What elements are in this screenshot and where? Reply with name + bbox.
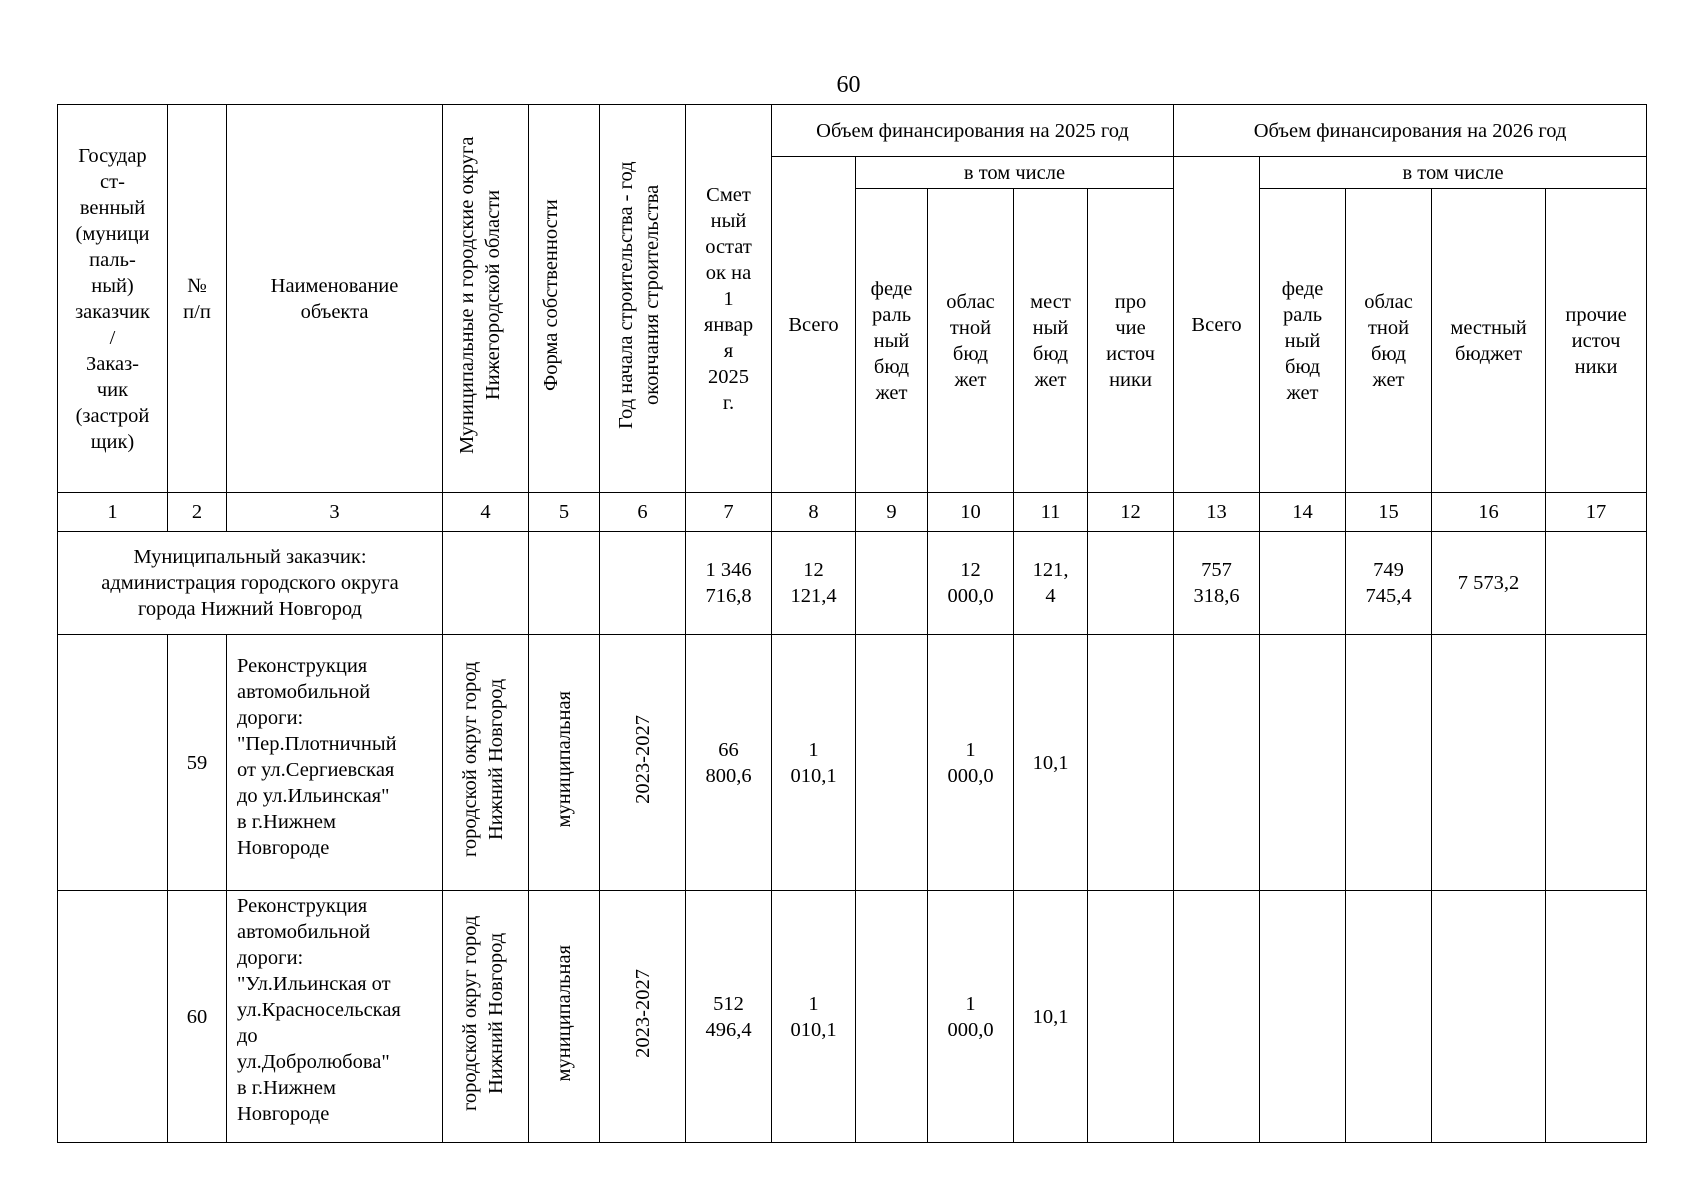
- row-local-2025: 10,1: [1014, 891, 1088, 1143]
- summary-total-2026: 757 318,6: [1174, 532, 1260, 635]
- header-total-2025: Всего: [772, 157, 856, 493]
- header-financing-2025: Объем финансирования на 2025 год: [772, 105, 1174, 157]
- column-number: 3: [227, 493, 443, 532]
- header-estimated-balance: Смет ный остат ок на 1 январ я 2025 г.: [686, 105, 772, 493]
- header-federal-2025: феде раль ный бюд жет: [856, 189, 928, 493]
- row-customer-empty: [58, 635, 168, 891]
- row-estimated-balance: 512 496,4: [686, 891, 772, 1143]
- row-regional-2026: [1346, 635, 1432, 891]
- summary-cell-empty: [1088, 532, 1174, 635]
- row-ownership: [529, 891, 600, 1143]
- header-including-2025: в том числе: [856, 157, 1174, 189]
- column-number: 6: [600, 493, 686, 532]
- header-number: № п/п: [168, 105, 227, 493]
- row-other-2026: [1546, 635, 1647, 891]
- header-regional-2026: облас тной бюд жет: [1346, 189, 1432, 493]
- column-number: 14: [1260, 493, 1346, 532]
- column-number-row: [58, 493, 1647, 532]
- header-local-2026: местный бюджет: [1432, 189, 1546, 493]
- row-object-name: Реконструкция автомобильной дороги: "Ул.Ильинская от ул.Красносельская до ул.Добролюбова" в г.Нижнем Новгороде: [227, 891, 443, 1143]
- summary-total-2025: 12 121,4: [772, 532, 856, 635]
- row-regional-2025: 1 000,0: [928, 891, 1014, 1143]
- row-years-text: 2023-2027: [631, 714, 654, 804]
- row-years-text: 2023-2027: [631, 968, 654, 1058]
- column-number: 12: [1088, 493, 1174, 532]
- header-years-text: Год начала строительства - год окончания строительства: [614, 161, 663, 429]
- row-total-2025: 1 010,1: [772, 635, 856, 891]
- row-estimated-balance: 66 800,6: [686, 635, 772, 891]
- row-federal-2025: [856, 635, 928, 891]
- summary-cell-empty: [529, 532, 600, 635]
- column-number: 2: [168, 493, 227, 532]
- row-number: 59: [168, 635, 227, 891]
- row-district: [443, 891, 529, 1143]
- header-customer: Государ ст- венный (муници паль- ный) заказчик / Заказ- чик (застрой щик): [58, 105, 168, 493]
- column-number: 10: [928, 493, 1014, 532]
- row-local-2025: 10,1: [1014, 635, 1088, 891]
- page-number: 60: [836, 72, 861, 98]
- header-districts: [443, 105, 529, 493]
- column-number: 17: [1546, 493, 1647, 532]
- row-district: [443, 635, 529, 891]
- row-local-2026: [1432, 891, 1546, 1143]
- row-federal-2025: [856, 891, 928, 1143]
- column-number: 9: [856, 493, 928, 532]
- summary-cell-empty: [600, 532, 686, 635]
- header-ownership: [529, 105, 600, 493]
- summary-cell-empty: [443, 532, 529, 635]
- table-row: [58, 635, 1647, 891]
- header-object-name: Наименование объекта: [227, 105, 443, 493]
- column-number: 16: [1432, 493, 1546, 532]
- header-federal-2026: феде раль ный бюд жет: [1260, 189, 1346, 493]
- row-total-2026: [1174, 891, 1260, 1143]
- row-district-text: городской округ город Нижний Новгород: [458, 915, 507, 1111]
- header-local-2025: мест ный бюд жет: [1014, 189, 1088, 493]
- column-number: 8: [772, 493, 856, 532]
- row-local-2026: [1432, 635, 1546, 891]
- summary-local-2026: 7 573,2: [1432, 532, 1546, 635]
- row-ownership: [529, 635, 600, 891]
- column-number: 5: [529, 493, 600, 532]
- header-ownership-text: Форма собственности: [540, 199, 562, 391]
- summary-estimated-balance: 1 346 716,8: [686, 532, 772, 635]
- row-regional-2025: 1 000,0: [928, 635, 1014, 891]
- header-other-2026: прочие источ ники: [1546, 189, 1647, 493]
- summary-cell-empty: [1260, 532, 1346, 635]
- row-other-2026: [1546, 891, 1647, 1143]
- header-regional-2025: облас тной бюд жет: [928, 189, 1014, 493]
- row-other-2025: [1088, 635, 1174, 891]
- summary-regional-2025: 12 000,0: [928, 532, 1014, 635]
- row-ownership-text: муниципальная: [553, 690, 575, 828]
- summary-row: [58, 532, 1647, 635]
- row-regional-2026: [1346, 891, 1432, 1143]
- financing-table: [57, 104, 1647, 1143]
- column-number: 11: [1014, 493, 1088, 532]
- header-districts-text: Муниципальные и городские округа Нижегородской области: [455, 136, 504, 454]
- row-customer-empty: [58, 891, 168, 1143]
- table-row: [58, 891, 1647, 1143]
- row-total-2026: [1174, 635, 1260, 891]
- header-financing-2026: Объем финансирования на 2026 год: [1174, 105, 1647, 157]
- row-federal-2026: [1260, 891, 1346, 1143]
- row-years: [600, 635, 686, 891]
- row-total-2025: 1 010,1: [772, 891, 856, 1143]
- row-object-name: Реконструкция автомобильной дороги: "Пер.Плотничный от ул.Сергиевская до ул.Ильинская" в г.Нижнем Новгороде: [227, 635, 443, 891]
- header-other-2025: про чие источ ники: [1088, 189, 1174, 493]
- row-ownership-text: муниципальная: [553, 944, 575, 1082]
- summary-cell-empty: [856, 532, 928, 635]
- header-including-2026: в том числе: [1260, 157, 1647, 189]
- row-district-text: городской округ город Нижний Новгород: [458, 661, 507, 857]
- header-years: [600, 105, 686, 493]
- column-number: 13: [1174, 493, 1260, 532]
- column-number: 7: [686, 493, 772, 532]
- summary-cell-empty: [1546, 532, 1647, 635]
- column-number: 15: [1346, 493, 1432, 532]
- row-number: 60: [168, 891, 227, 1143]
- row-federal-2026: [1260, 635, 1346, 891]
- summary-regional-2026: 749 745,4: [1346, 532, 1432, 635]
- row-years: [600, 891, 686, 1143]
- column-number: 1: [58, 493, 168, 532]
- row-other-2025: [1088, 891, 1174, 1143]
- summary-customer: Муниципальный заказчик: администрация городского округа города Нижний Новгород: [58, 532, 443, 635]
- header-total-2026: Всего: [1174, 157, 1260, 493]
- summary-local-2025: 121, 4: [1014, 532, 1088, 635]
- column-number: 4: [443, 493, 529, 532]
